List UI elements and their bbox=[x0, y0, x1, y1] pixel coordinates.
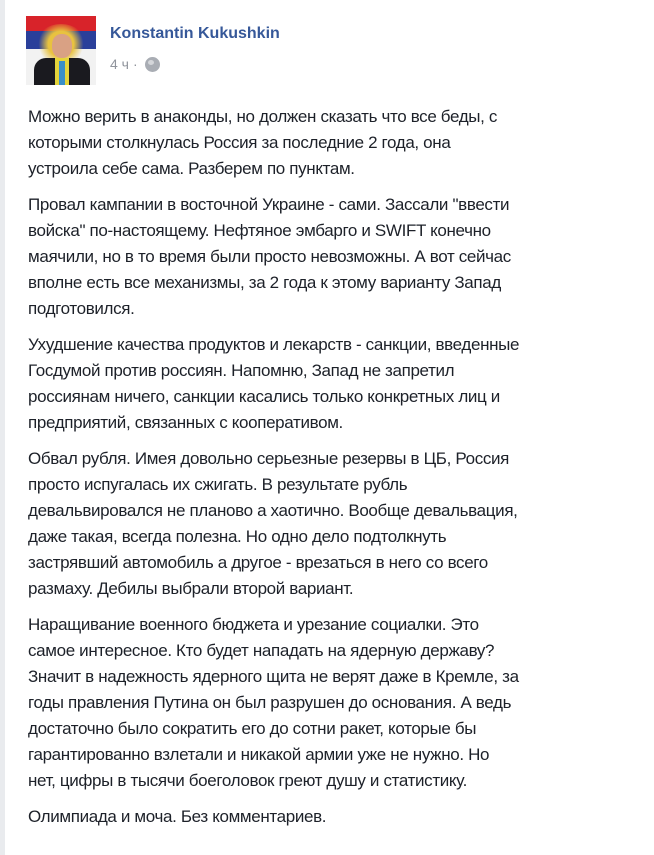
post-text-line: россиянам ничего, санкции касались только конкретных лиц и bbox=[28, 387, 500, 406]
avatar-face bbox=[52, 34, 72, 58]
post-text-line: вполне есть все механизмы, за 2 года к этому варианту Запад bbox=[28, 273, 501, 292]
post-text-line: предприятий, связанных с кооперативом. bbox=[28, 413, 343, 432]
post-text-line: нет, цифры в тысячи боеголовок греют душу и статистику. bbox=[28, 771, 467, 790]
post-text-line: Провал кампании в восточной Украине - сами. Зассали "ввести bbox=[28, 195, 510, 214]
post-text-line: просто испугалась их сжигать. В результате рубль bbox=[28, 475, 408, 494]
post-paragraph bbox=[28, 612, 628, 794]
meta-separator: · bbox=[132, 56, 138, 72]
post-paragraph bbox=[28, 804, 628, 830]
post-text-line: Наращивание военного бюджета и урезание социалки. Это bbox=[28, 615, 479, 634]
post-text-line: войска" по-настоящему. Нефтяное эмбарго и SWIFT конечно bbox=[28, 221, 491, 240]
post-timestamp[interactable]: 4 ч bbox=[110, 56, 129, 72]
post-paragraph bbox=[28, 192, 628, 322]
post-body bbox=[28, 104, 628, 840]
author-name-link[interactable]: Konstantin Kukushkin bbox=[110, 25, 280, 42]
post-text-line: даже такая, всегда полезна. Но одно дело подтолкнуть bbox=[28, 527, 447, 546]
post-text-line: Олимпиада и моча. Без комментариев. bbox=[28, 807, 327, 826]
post-text-line: гарантированно взлетали и никакой армии уже не нужно. Но bbox=[28, 745, 490, 764]
post-text-line: годы правления Путина он был разрушен до основания. А ведь bbox=[28, 693, 512, 712]
avatar-tie bbox=[59, 61, 65, 85]
post-text-line: подготовился. bbox=[28, 299, 135, 318]
post-text-line: Ухудшение качества продуктов и лекарств - санкции, введенные bbox=[28, 335, 520, 354]
post-text-line: устроила себе сама. Разберем по пунктам. bbox=[28, 159, 355, 178]
post-text-line: девальвировался не планово а хаотично. Вообще девальвация, bbox=[28, 501, 518, 520]
post-paragraph bbox=[28, 104, 628, 182]
post-text-line: маячили, но в то время были просто невозможны. А вот сейчас bbox=[28, 247, 511, 266]
post-text-line: достаточно было сократить его до сотни ракет, которые бы bbox=[28, 719, 477, 738]
author-avatar[interactable] bbox=[26, 16, 96, 85]
globe-icon[interactable] bbox=[145, 57, 160, 72]
post-text-line: размаху. Дебилы выбрали второй вариант. bbox=[28, 579, 354, 598]
left-edge-divider bbox=[0, 0, 5, 855]
post-paragraph bbox=[28, 332, 628, 436]
post-text-line: Обвал рубля. Имея довольно серьезные резервы в ЦБ, Россия bbox=[28, 449, 510, 468]
post-text-line: Госдумой против россиян. Напомню, Запад не запретил bbox=[28, 361, 455, 380]
post-text-line: Значит в надежность ядерного щита не верят даже в Кремле, за bbox=[28, 667, 519, 686]
post-text-line: которыми столкнулась Россия за последние 2 года, она bbox=[28, 133, 451, 152]
post-paragraph bbox=[28, 446, 628, 602]
post-text-line: Можно верить в анаконды, но должен сказать что все беды, с bbox=[28, 107, 498, 126]
post-text-line: самое интересное. Кто будет нападать на ядерную державу? bbox=[28, 641, 495, 660]
post-meta bbox=[110, 56, 160, 72]
post-text-line: застрявший автомобиль а другое - врезаться в него со всего bbox=[28, 553, 488, 572]
